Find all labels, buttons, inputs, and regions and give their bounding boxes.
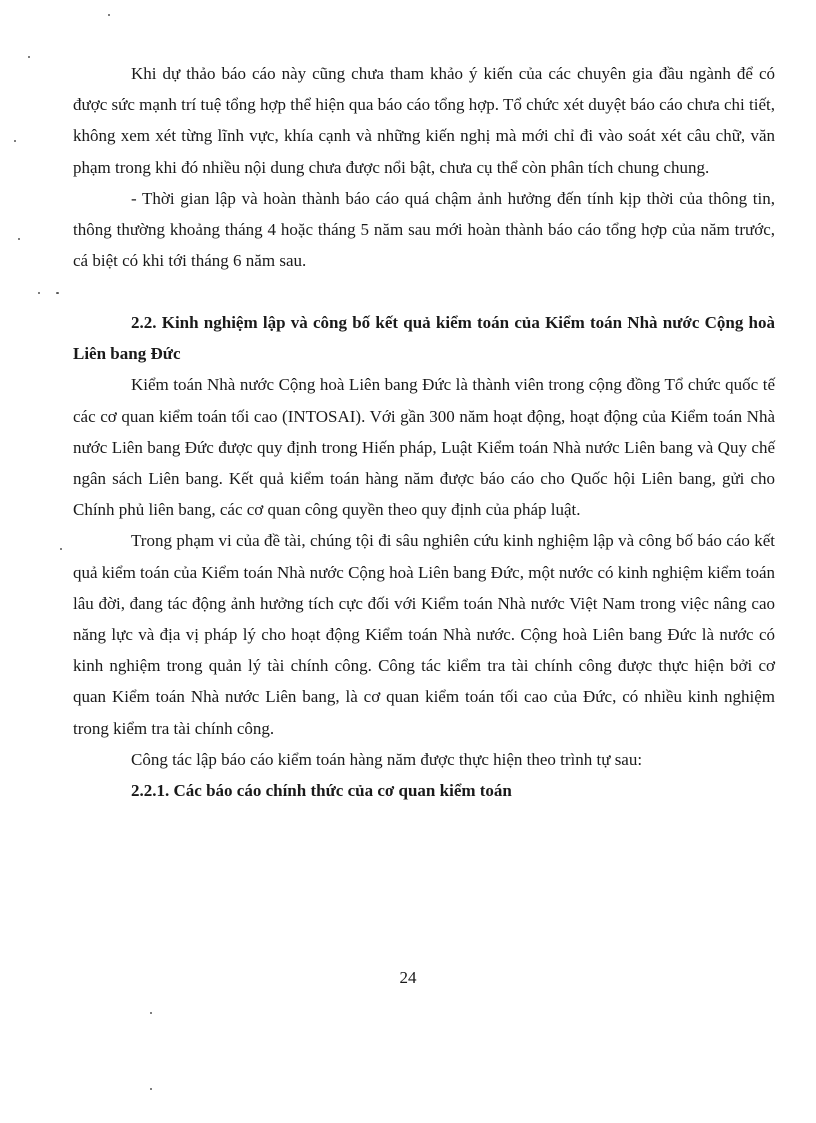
section-gap [73, 276, 775, 307]
paragraph-report-timing: - Thời gian lập và hoàn thành báo cáo quá chậm ảnh hưởng đến tính kịp thời của thông tin, thông thường khoảng tháng 4 hoặc tháng 5 năm sau mới hoàn thành báo cáo tổng hợp của năm trước, cá biệt có khi tới tháng 6 năm sau. [73, 188, 775, 271]
paragraph-draft-review: Khi dự thảo báo cáo này cũng chưa tham khảo ý kiến của các chuyên gia đầu ngành để có được sức mạnh trí tuệ tổng hợp thể hiện qua báo cáo tổng hợp. Tổ chức xét duyệt báo cáo chưa chi tiết, không xem xét từng lĩnh vực, khía cạnh và những kiến nghị mà mới chỉ đi vào soát xét câu chữ, văn phạm trong khi đó nhiều nội dung chưa được nổi bật, chưa cụ thể còn phân tích chung chung. [73, 64, 775, 177]
scan-speck [14, 140, 16, 142]
scan-speck [108, 14, 110, 16]
document-page [73, 58, 775, 806]
subsection-heading: 2.2.1. Các báo cáo chính thức của cơ quan kiểm toán [131, 781, 512, 801]
scan-speck [38, 292, 40, 294]
scan-speck [56, 292, 59, 294]
scan-speck [28, 56, 30, 58]
section-heading: 2.2. Kinh nghiệm lập và công bố kết quả kiểm toán của Kiểm toán Nhà nước Cộng hoà Liên bang Đức [73, 313, 775, 364]
page-number: 24 [399, 968, 417, 987]
paragraph-procedure-intro: Công tác lập báo cáo kiểm toán hàng năm được thực hiện theo trình tự sau: [131, 749, 643, 769]
paragraph-research-scope: Trong phạm vi của đề tài, chúng tội đi sâu nghiên cứu kinh nghiệm lập và công bố báo cáo kết quả kiểm toán của Kiểm toán Nhà nước Cộng hoà Liên bang Đức, một nước có kinh nghiệm kiểm toán lâu đời, đang tác động ảnh hưởng tích cực đối với Kiểm toán Nhà nước Việt Nam trong việc nâng cao năng lực và địa vị pháp lý cho hoạt động Kiểm toán Nhà nước. Cộng hoà Liên bang Đức là nước có kinh nghiệm trong quản lý tài chính công. Công tác kiểm tra tài chính công được thực hiện bởi cơ quan Kiểm toán Nhà nước Liên bang, là cơ quan kiểm toán tối cao của Đức, có nhiều kinh nghiệm trong kiểm tra tài chính công. [73, 531, 775, 738]
scan-speck [150, 1012, 152, 1014]
scan-speck [18, 238, 20, 240]
scan-speck [150, 1088, 152, 1090]
paragraph-germany-intro: Kiểm toán Nhà nước Cộng hoà Liên bang Đức là thành viên trong cộng đồng Tổ chức quốc tế các cơ quan kiểm toán tối cao (INTOSAI). Với gần 300 năm hoạt động, hoạt động của Kiểm toán Nhà nước Liên bang Đức được quy định trong Hiến pháp, Luật Kiểm toán Nhà nước Liên bang và Quy chế ngân sách Liên bang. Kết quả kiểm toán hàng năm được báo cáo cho Quốc hội Liên bang, gửi cho Chính phủ liên bang, các cơ quan công quyền theo quy định của pháp luật. [73, 375, 775, 520]
scan-speck [60, 548, 62, 550]
